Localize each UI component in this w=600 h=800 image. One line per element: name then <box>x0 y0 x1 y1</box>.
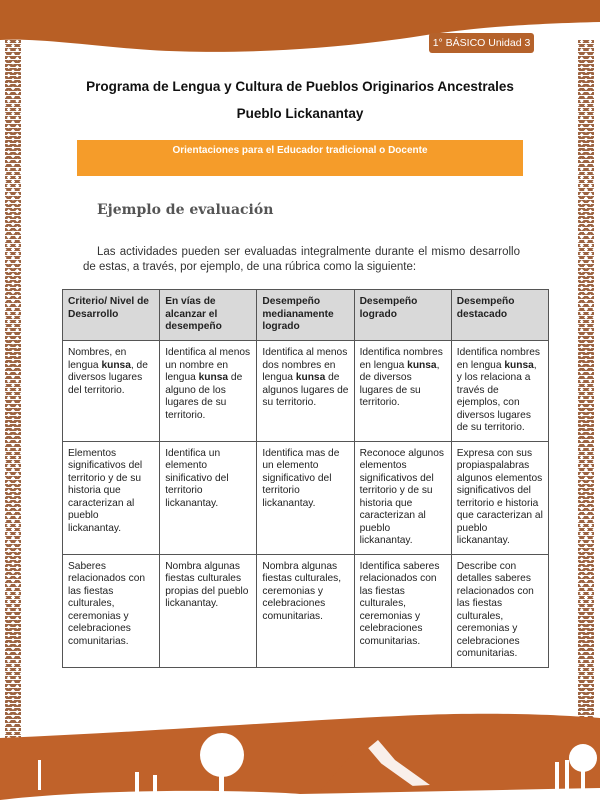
grade-unit-badge: 1° BÁSICO Unidad 3 <box>429 33 534 53</box>
table-cell: Identifica nombres en lengua kunsa, y los relaciona a través de ejemplos, con diversos lugares de su territorio. <box>451 341 548 442</box>
table-header-row <box>63 290 549 341</box>
table-cell: Nombres, en lengua kunsa, de diversos lugares del territorio. <box>63 341 160 442</box>
people-subtitle: Pueblo Lickanantay <box>236 106 364 121</box>
program-title: Programa de Lengua y Cultura de Pueblos Originarios Ancestrales <box>86 79 514 94</box>
orientation-banner: Orientaciones para el Educador tradicional o Docente <box>77 140 523 176</box>
header-cell: Criterio/ Nivel de Desarrollo <box>63 290 160 341</box>
landscape-footer-decoration <box>0 710 600 800</box>
table-cell: Identifica un elemento sinificativo del territorio lickanantay. <box>160 441 257 554</box>
table-cell: Nombra algunas fiestas culturales propias del pueblo lickanantay. <box>160 554 257 667</box>
table-row <box>63 554 549 667</box>
table-cell: Elementos significativos del territorio y de su historia que caracterizan al pueblo lickanantay. <box>63 441 160 554</box>
table-cell: Identifica al menos un nombre en lengua kunsa de alguno de los lugares de su territorio. <box>160 341 257 442</box>
header-cell: En vías de alcanzar el desempeño <box>160 290 257 341</box>
table-cell: Saberes relacionados con las fiestas culturales, ceremonias y celebraciones comunitarias. <box>63 554 160 667</box>
intro-paragraph: Las actividades pueden ser evaluadas integralmente durante el mismo desarrollo de estas, a través, por ejemplo, de una rúbrica como la siguiente: <box>83 246 520 273</box>
rubric-table <box>62 289 549 668</box>
table-cell: Identifica nombres en lengua kunsa, de diversos lugares de su territorio. <box>354 341 451 442</box>
table-cell: Identifica al menos dos nombres en lengua kunsa de algunos lugares de su territorio. <box>257 341 354 442</box>
table-cell: Nombra algunas fiestas culturales, ceremonias y celebraciones comunitarias. <box>257 554 354 667</box>
right-pattern-border <box>578 40 594 740</box>
table-cell: Reconoce algunos elementos significativos del territorio y de su historia que caracterizan al pueblo lickanantay. <box>354 441 451 554</box>
header-cell: Desempeño logrado <box>354 290 451 341</box>
header-cell: Desempeño destacado <box>451 290 548 341</box>
left-pattern-border <box>5 40 21 740</box>
table-cell: Identifica saberes relacionados con las fiestas culturales, ceremonias y celebraciones comunitarias. <box>354 554 451 667</box>
section-heading: Ejemplo de evaluación <box>97 202 274 218</box>
table-cell: Identifica mas de un elemento significativo del territorio lickanantay. <box>257 441 354 554</box>
table-row <box>63 341 549 442</box>
table-row <box>63 441 549 554</box>
header-cell: Desempeño medianamente logrado <box>257 290 354 341</box>
table-cell: Expresa con sus propiaspalabras algunos elementos significativos del territorio e historia que caracterizan al pueblo lickanantay. <box>451 441 548 554</box>
table-cell: Describe con detalles saberes relacionados con las fiestas culturales, ceremonias y celebraciones comunitarias. <box>451 554 548 667</box>
